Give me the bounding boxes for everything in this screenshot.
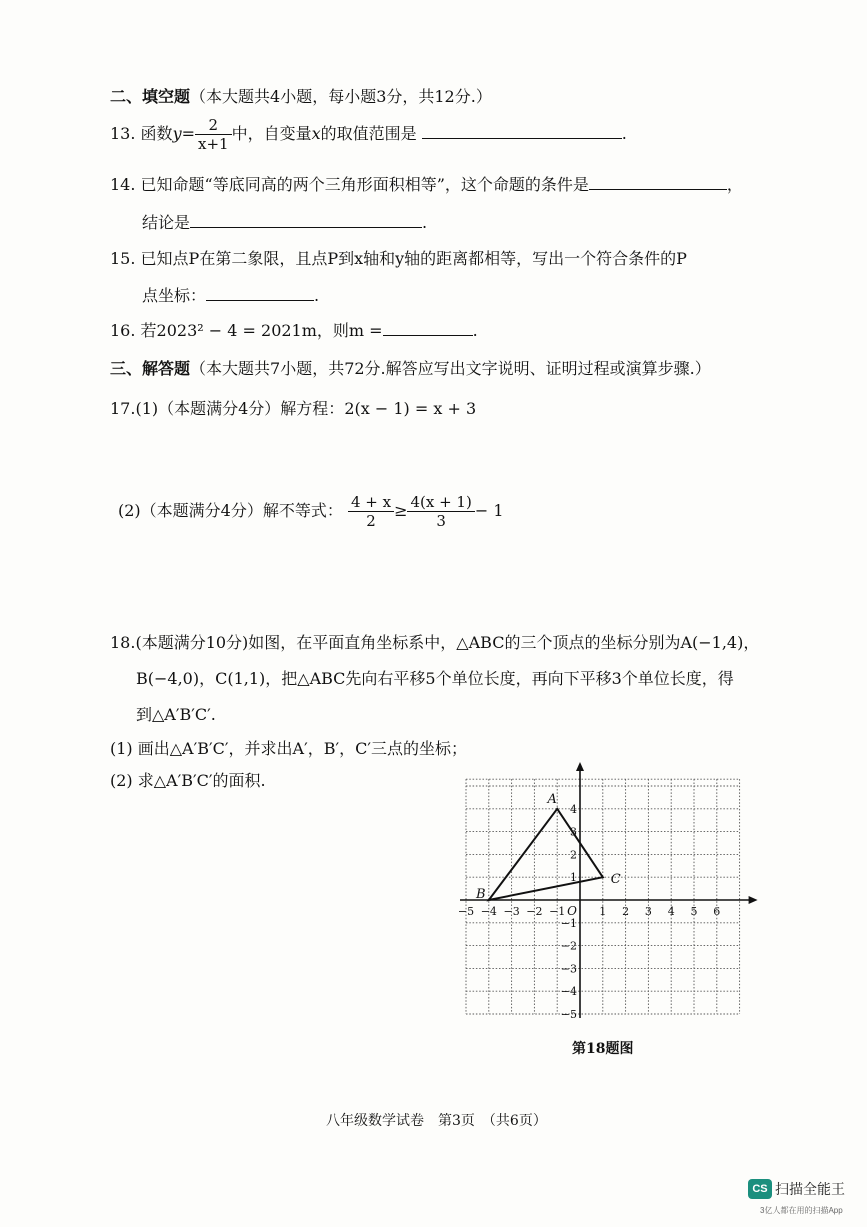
question-16 xyxy=(110,318,478,341)
q17-p1-label: (1)（本题满分4分）解方程： xyxy=(135,399,345,418)
q15-line1: 已知点P在第二象限，且点P到x轴和y轴的距离都相等，写出一个符合条件的P xyxy=(140,249,687,268)
q13-x: x xyxy=(311,124,321,143)
q13-post: 中，自变量 xyxy=(231,124,312,143)
question-17-part2 xyxy=(118,488,504,534)
q16-answer-blank[interactable] xyxy=(383,321,473,336)
x-tick-label: −4 xyxy=(480,905,497,918)
section2-heading-line xyxy=(110,84,492,107)
x-tick-label: −3 xyxy=(503,905,520,918)
q15-answer-blank[interactable] xyxy=(206,286,314,301)
q18-sub2: (2) 求△A′B′C′的面积. xyxy=(110,771,266,790)
section2-note: （本大题共4小题，每小题3分，共12分.） xyxy=(190,87,492,106)
q17-p1-expr: 2(x − 1) = x + 3 xyxy=(344,399,477,418)
question-14-line1 xyxy=(110,172,743,195)
q13-answer-blank[interactable] xyxy=(422,124,622,139)
origin-label: O xyxy=(567,904,577,918)
q18-sub1: (1) 画出△A′B′C′，并求出A′，B′，C′三点的坐标； xyxy=(110,739,467,758)
q16-pre: 若2023² − 4 = 2021m，则m = xyxy=(140,321,383,340)
q18-line3: 到△A′B′C′. xyxy=(136,705,216,724)
coordinate-grid-figure xyxy=(457,762,774,1030)
vertex-label-c: C xyxy=(610,872,621,888)
question-17-part1 xyxy=(110,396,476,419)
x-tick-label: 5 xyxy=(690,905,698,918)
y-tick-label: −3 xyxy=(560,962,577,976)
y-tick-label: −4 xyxy=(560,985,577,999)
y-tick-label: 1 xyxy=(570,871,577,885)
triangle-abc xyxy=(475,792,621,902)
scanner-name: 扫描全能王 xyxy=(775,1180,845,1197)
x-tick-label: −2 xyxy=(526,905,543,918)
q15-number: 15. xyxy=(110,249,136,268)
q14-end: . xyxy=(422,213,428,232)
y-tick-label: 2 xyxy=(570,848,577,862)
q13-number: 13. xyxy=(110,124,136,143)
q17-fraction-left xyxy=(348,493,394,530)
q17-d1: 2 xyxy=(366,512,376,530)
q14-comma: ， xyxy=(726,175,743,194)
q17-ge: ≥ xyxy=(394,501,408,520)
q14-line1: 已知命题“等底同高的两个三角形面积相等”，这个命题的条件是 xyxy=(140,175,589,194)
scanner-logo xyxy=(748,1178,845,1199)
y-tick-label: 3 xyxy=(570,825,577,839)
q13-pre: 函数 xyxy=(140,124,173,143)
q17-p2-label: (2)（本题满分4分）解不等式： xyxy=(118,501,343,520)
q13-eq: = xyxy=(181,124,196,143)
q17-fraction-right xyxy=(407,493,474,530)
x-axis-arrow-icon xyxy=(749,896,758,904)
question-15-line1 xyxy=(110,246,687,269)
q13-denominator: x+1 xyxy=(198,135,229,153)
section2-heading: 二、填空题 xyxy=(110,87,191,106)
q17-n2: 4(x + 1) xyxy=(407,493,474,512)
x-tick-label: 3 xyxy=(644,905,652,918)
q16-number: 16. xyxy=(110,321,136,340)
y-tick-label: −1 xyxy=(560,916,577,930)
vertex-label-a: A xyxy=(547,791,557,807)
x-tick-label: 2 xyxy=(622,905,630,918)
q17-number: 17. xyxy=(110,399,136,418)
question-14-line2 xyxy=(142,210,427,233)
scanner-tagline: 3亿人都在用的扫描App xyxy=(760,1206,843,1215)
axes xyxy=(457,762,758,1018)
page-footer: 八年级数学试卷 第3页 （共6页） xyxy=(326,1113,547,1129)
q17-tail: − 1 xyxy=(474,501,504,520)
q13-end: . xyxy=(621,124,627,143)
q14-line2: 结论是 xyxy=(142,213,191,232)
section3-heading: 三、解答题 xyxy=(110,359,191,378)
q13-fraction xyxy=(195,116,232,153)
y-tick-label: −5 xyxy=(560,1008,577,1021)
vertex-label-b: B xyxy=(476,887,486,902)
y-tick-label: 4 xyxy=(570,802,577,816)
x-tick-label: −1 xyxy=(549,905,566,918)
q18-line2: B(−4,0)，C(1,1)，把△ABC先向右平移5个单位长度，再向下平移3个单位长度，得 xyxy=(136,669,734,688)
q13-numerator: 2 xyxy=(195,116,232,135)
x-tick-label: −5 xyxy=(457,905,475,918)
section3-heading-line xyxy=(110,356,711,379)
question-13 xyxy=(110,112,627,156)
q13-y: y xyxy=(172,124,182,143)
tick-labels xyxy=(458,803,720,1021)
q17-d2: 3 xyxy=(436,512,446,530)
question-15-line2 xyxy=(142,283,319,306)
y-tick-label: −2 xyxy=(560,939,577,953)
x-tick-label: 4 xyxy=(667,905,675,918)
q13-post2: 的取值范围是 xyxy=(320,124,417,143)
q14-conclusion-blank[interactable] xyxy=(190,213,422,228)
q15-line2: 点坐标： xyxy=(142,286,207,305)
q14-condition-blank[interactable] xyxy=(589,175,727,190)
x-tick-label: 6 xyxy=(713,905,721,918)
q18-line1: 18.(本题满分10分)如图，在平面直角坐标系中，△ABC的三个顶点的坐标分别为A(−1,4)， xyxy=(110,633,760,652)
q14-number: 14. xyxy=(110,175,136,194)
figure-caption: 第18题图 xyxy=(572,1041,634,1057)
q15-end: . xyxy=(314,286,320,305)
q16-end: . xyxy=(472,321,478,340)
scanner-badge-icon: CS xyxy=(748,1179,772,1199)
y-axis-arrow-icon xyxy=(576,762,584,771)
x-tick-label: 1 xyxy=(599,905,607,918)
q17-n1: 4 + x xyxy=(348,493,394,512)
section3-note: （本大题共7小题，共72分.解答应写出文字说明、证明过程或演算步骤.） xyxy=(190,359,711,378)
